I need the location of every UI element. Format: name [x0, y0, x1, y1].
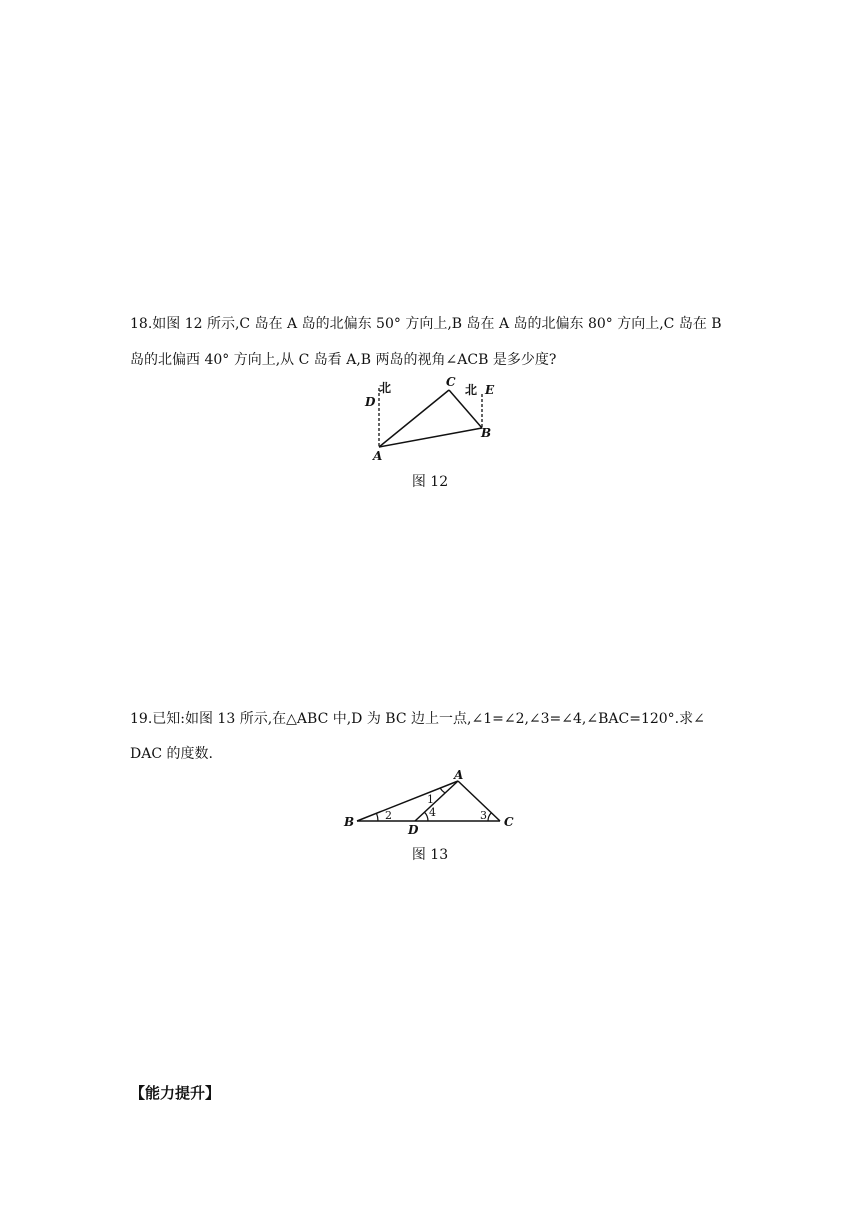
label-angle-2: 2 [385, 809, 392, 822]
q18-text-line-2: 岛的北偏西 40° 方向上,从 C 岛看 A,B 两岛的视角∠ACB 是多少度? [130, 352, 557, 368]
segment-ac [458, 781, 500, 821]
label-angle-3: 3 [480, 809, 487, 822]
q18-text-line-1: 18.如图 12 所示,C 岛在 A 岛的北偏东 50° 方向上,B 岛在 A 岛的北偏东 80° 方向上,C 岛在 B [130, 316, 722, 332]
label-b: B [344, 815, 355, 829]
label-a: A [373, 449, 383, 463]
label-angle-1: 1 [427, 793, 434, 806]
label-north-left: 北 [379, 381, 392, 395]
segment-ba [357, 781, 458, 821]
label-d: D [408, 823, 419, 837]
label-c: C [504, 815, 514, 829]
arc-angle-1 [440, 788, 445, 793]
q19-text-line-2: DAC 的度数. [130, 746, 213, 762]
arc-angle-3 [488, 813, 491, 821]
figure-12-caption: 图 12 [411, 474, 449, 490]
label-c: C [446, 375, 456, 389]
arc-angle-2 [377, 813, 379, 821]
segment-ac [379, 390, 449, 447]
q19-text-line-1: 19.已知:如图 13 所示,在△ABC 中,D 为 BC 边上一点,∠1=∠2,∠3=∠4,∠BAC=120°.求∠ [130, 711, 705, 727]
segment-ad [415, 781, 458, 821]
segment-ab [379, 428, 482, 447]
label-d: D [365, 395, 376, 409]
figure-13-caption: 图 13 [411, 847, 449, 863]
label-a: A [454, 768, 464, 782]
label-angle-4: 4 [429, 806, 436, 819]
section-heading: 【能力提升】 [130, 1084, 221, 1102]
label-b: B [481, 426, 492, 440]
figure-13-diagram [340, 768, 520, 838]
label-e: E [485, 383, 495, 397]
figure-12-diagram [362, 374, 502, 464]
arc-angle-4 [425, 812, 429, 821]
label-north-right: 北 [465, 383, 478, 397]
